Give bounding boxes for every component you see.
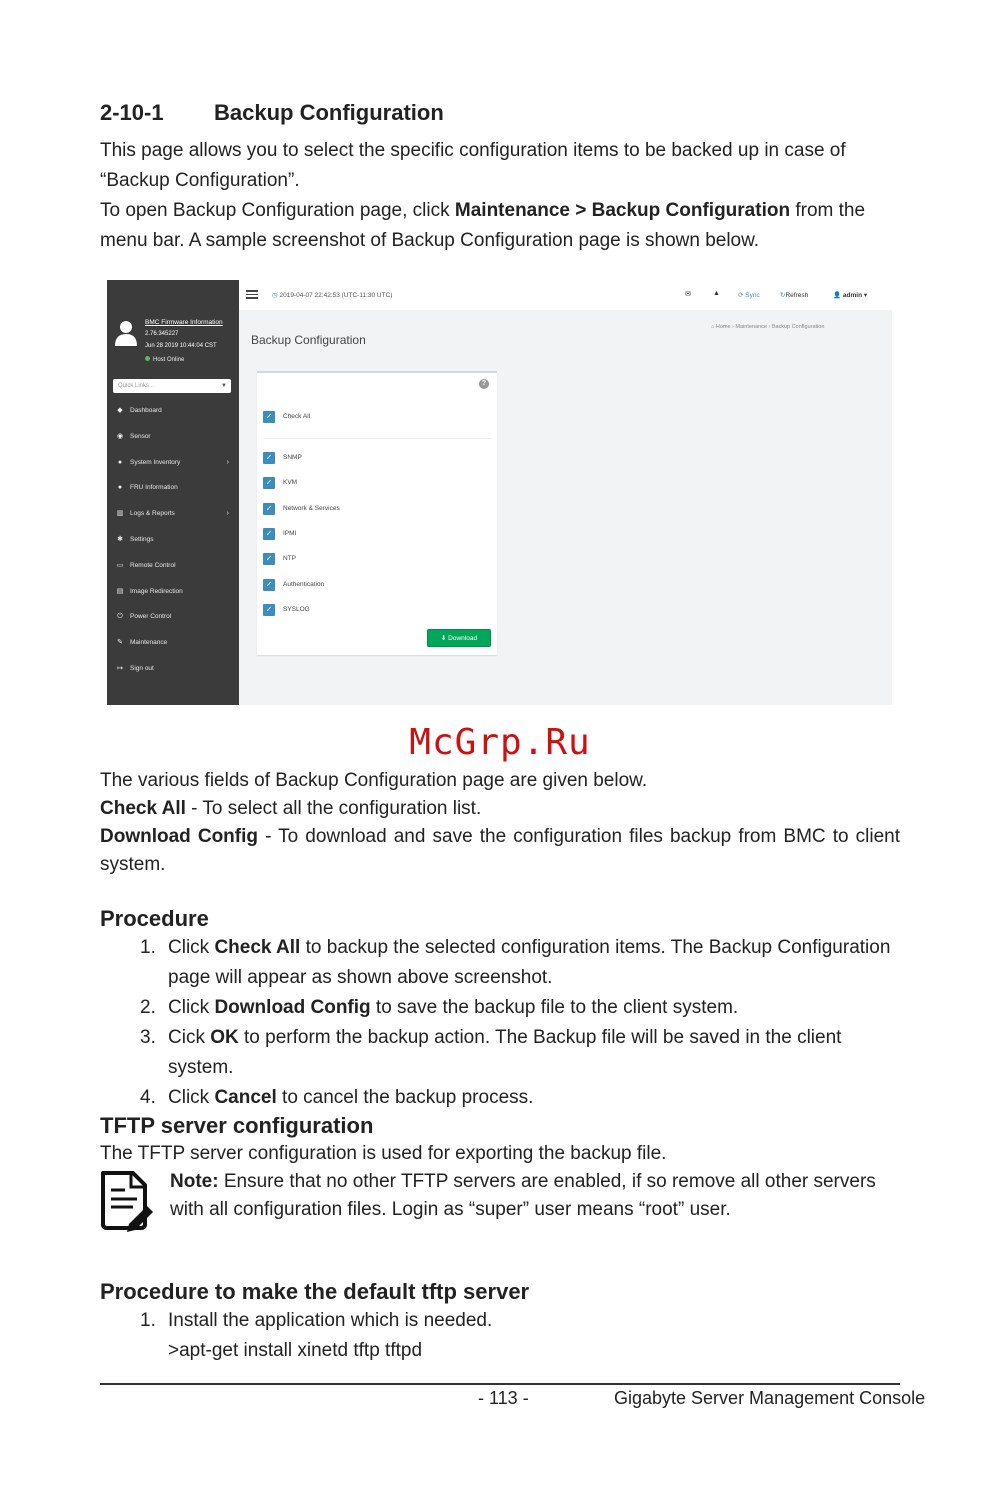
sidebar-item-label: Image Redirection xyxy=(130,587,183,595)
sidebar-item-label: Maintenance xyxy=(130,639,168,647)
sidebar-item-logs-reports[interactable] xyxy=(107,507,239,533)
sidebar-item-label: Sign out xyxy=(130,664,154,672)
option-label: NTP xyxy=(283,555,296,563)
procedure-list xyxy=(100,933,900,1113)
option-checkbox[interactable]: ✓ xyxy=(263,477,275,489)
footer-divider xyxy=(100,1383,900,1385)
firmware-date: Jun 28 2019 10:44:04 CST xyxy=(145,343,217,349)
list-item: 1. Install the application which is needed. >apt-get install xinetd tftp tftpd xyxy=(140,1310,493,1361)
status-dot-icon xyxy=(145,356,150,361)
image-icon: ▤ xyxy=(116,587,124,595)
divider xyxy=(263,438,491,439)
note-icon xyxy=(99,1170,155,1238)
sync-button[interactable]: ⟳ Sync xyxy=(738,292,760,299)
warning-icon[interactable]: ▲ xyxy=(713,290,720,297)
sidebar-item-fru-information[interactable] xyxy=(107,481,239,507)
sidebar-item-label: Dashboard xyxy=(130,407,162,414)
sidebar-item-label: Logs & Reports xyxy=(130,510,175,518)
tftp-description: The TFTP server configuration is used for exporting the backup file. xyxy=(100,1143,667,1164)
check-all-checkbox[interactable]: ✓ xyxy=(263,411,275,423)
sidebar-item-label: Remote Control xyxy=(130,561,176,569)
refresh-button[interactable]: ↻Refresh xyxy=(780,292,809,299)
menu-toggle-icon[interactable] xyxy=(246,290,258,299)
download-button[interactable]: ⬇ Download xyxy=(427,629,491,647)
list-item: 4. Click Cancel to cancel the backup process. xyxy=(140,1087,534,1108)
sidebar-item-label: System Inventory xyxy=(130,458,181,466)
breadcrumb-home[interactable]: Home xyxy=(715,324,731,330)
option-checkbox[interactable]: ✓ xyxy=(263,503,275,515)
sidebar-item-power-control[interactable] xyxy=(107,610,239,636)
breadcrumb: ⌂ Home › Maintenance › Backup Configuration xyxy=(711,324,825,330)
sidebar-item-settings[interactable] xyxy=(107,533,239,559)
user-avatar-icon xyxy=(115,320,137,346)
datetime-display: ◷ 2019-04-07 22:42:53 (UTC-11:30 UTC) xyxy=(272,292,393,299)
user-icon: 👤 xyxy=(833,292,842,299)
download-icon: ⬇ xyxy=(440,635,447,642)
firmware-version: 2.76.345227 xyxy=(145,331,179,337)
option-label: SNMP xyxy=(283,454,302,461)
sidebar-item-sign-out[interactable] xyxy=(107,662,239,688)
wrench-icon: ✎ xyxy=(117,639,123,647)
watermark: McGrp.Ru xyxy=(409,722,591,763)
option-label: Network & Services xyxy=(283,504,340,512)
help-icon[interactable]: ? xyxy=(479,379,489,389)
check-all-label: Check All xyxy=(283,413,311,420)
sidebar-item-image-redirection[interactable] xyxy=(107,585,239,611)
option-checkbox[interactable]: ✓ xyxy=(263,579,275,591)
tftp-heading: TFTP server configuration xyxy=(100,1113,374,1138)
chevron-down-icon: ▼ xyxy=(221,383,227,389)
section-number: 2-10-1 xyxy=(100,100,164,125)
sidebar-item-remote-control[interactable] xyxy=(107,559,239,585)
gear-icon: ✱ xyxy=(117,535,123,543)
home-icon: ⌂ xyxy=(711,324,715,330)
command-text: >apt-get install xinetd tftp tftpd xyxy=(168,1340,423,1361)
section-title: Backup Configuration xyxy=(214,100,444,125)
footer-brand: Gigabyte Server Management Console xyxy=(614,1388,926,1408)
sidebar-item-dashboard[interactable] xyxy=(107,404,239,430)
sidebar-item-sensor[interactable] xyxy=(107,430,239,456)
page-number: - 113 - xyxy=(478,1388,529,1408)
inventory-icon: ● xyxy=(117,458,123,466)
power-icon: ⏻ xyxy=(117,613,123,621)
refresh-icon: ↻ xyxy=(780,292,786,299)
sidebar-item-label: Power Control xyxy=(130,613,172,621)
sidebar-item-system-inventory[interactable] xyxy=(107,456,239,482)
clock-icon: ◷ xyxy=(272,292,278,299)
default-tftp-list xyxy=(100,1306,900,1366)
option-checkbox[interactable]: ✓ xyxy=(263,452,275,464)
fields-description: The various fields of Backup Configuration page are given below. Check All - To select all the configuration list. Download Config - To download and save the configuration files backup from BMC to client system. xyxy=(100,770,900,875)
intro-paragraph: This page allows you to select the specific configuration items to be backed up in case of “Backup Configuration”. To open Backup Configuration page, click Maintenance > Backup Configuration from the menu bar. A sample screenshot of Backup Configuration page is shown below. xyxy=(100,140,866,251)
sidebar-item-maintenance[interactable] xyxy=(107,636,239,662)
chevron-right-icon: › xyxy=(226,458,229,466)
firmware-info-link[interactable]: BMC Firmware Information xyxy=(145,319,223,326)
list-item: 1. Click Check All to backup the selected configuration items. The Backup Configuration page will appear as shown above screenshot. xyxy=(140,937,891,988)
backup-panel xyxy=(257,371,497,655)
sidebar-item-label: Settings xyxy=(130,535,154,543)
signout-icon: ↦ xyxy=(117,664,123,672)
dashboard-icon: ◆ xyxy=(117,407,123,414)
backup-config-screenshot xyxy=(107,280,892,705)
quick-links-select[interactable]: Quick Links... ▼ xyxy=(113,379,231,393)
host-status: Host Online xyxy=(145,356,184,363)
monitor-icon: ▭ xyxy=(116,561,124,569)
option-label: IPMI xyxy=(283,529,297,537)
breadcrumb-current: Backup Configuration xyxy=(771,324,825,330)
breadcrumb-maintenance[interactable]: Maintenance xyxy=(735,324,767,330)
user-menu[interactable]: 👤 admin ▾ xyxy=(833,292,868,299)
option-checkbox[interactable]: ✓ xyxy=(263,604,275,616)
procedure-heading: Procedure xyxy=(100,906,209,931)
default-tftp-heading: Procedure to make the default tftp server xyxy=(100,1279,530,1304)
list-item: 3. Cick OK to perform the backup action. The Backup file will be saved in the client system. xyxy=(140,1027,842,1078)
top-bar xyxy=(239,280,892,310)
note-text: Note: Ensure that no other TFTP servers are enabled, if so remove all other servers with all configuration files. Login as “super” user means “root” user. xyxy=(170,1171,876,1220)
sidebar xyxy=(107,280,239,705)
option-label: Authentication xyxy=(283,580,325,588)
option-checkbox[interactable]: ✓ xyxy=(263,553,275,565)
option-label: SYSLOG xyxy=(283,605,310,613)
page-title: Backup Configuration xyxy=(251,333,366,347)
chart-icon: ▥ xyxy=(116,510,124,518)
list-item: 2. Click Download Config to save the backup file to the client system. xyxy=(140,997,739,1018)
option-checkbox[interactable]: ✓ xyxy=(263,528,275,540)
fru-icon: ● xyxy=(117,484,123,492)
sidebar-item-label: FRU Information xyxy=(130,484,178,492)
sidebar-nav xyxy=(107,404,239,688)
sensor-icon: ◉ xyxy=(116,432,124,440)
chevron-right-icon: › xyxy=(226,510,229,518)
mail-icon[interactable]: ✉ xyxy=(685,291,691,298)
sidebar-item-label: Sensor xyxy=(130,432,151,440)
option-label: KVM xyxy=(283,479,298,487)
